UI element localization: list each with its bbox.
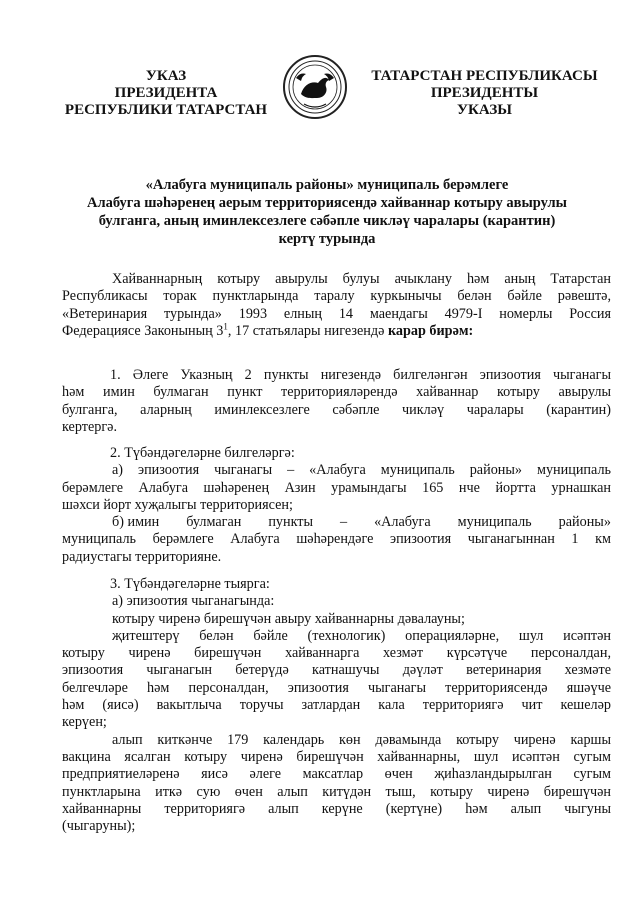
decree-phrase: карар бирәм: bbox=[387, 322, 474, 339]
title-line: булганга, аның иминлексезлеге сәбәпле чикләү чаралары (карантин) bbox=[98, 213, 556, 229]
item2b-first-line bbox=[62, 514, 611, 531]
preamble-line: Республикасы торак пунктларында таралу куркынычы белән бәйле рәвештә, bbox=[62, 288, 611, 305]
decree-title bbox=[52, 176, 602, 248]
item2b-line: муниципаль берәмлеге Алабуга шәһәрендәге эпизоотия чыганагыннан 1 км bbox=[62, 531, 611, 548]
item2b-word: булмаган bbox=[186, 514, 242, 531]
title-line: кертү турында bbox=[278, 231, 376, 247]
preamble bbox=[62, 271, 611, 340]
header-left-ru bbox=[62, 68, 270, 119]
title-line: Алабуга шәһәренең аерым территориясендә хайваннар котыру авырулы bbox=[87, 195, 567, 211]
header-left-line: УКАЗ bbox=[145, 68, 187, 84]
item2b-line: радиустагы территорияне. bbox=[62, 548, 222, 565]
item3a2-line: керүен; bbox=[62, 714, 107, 731]
item3a2-line: эпизоотия чыганагын бетерүдә катнашучы дәүләт ветеринария хезмәте bbox=[62, 662, 611, 679]
item3a3-line: вакцина ясалган котыру чиренә бирешүчән хайваннарны, шул исәптән сугым bbox=[62, 748, 611, 765]
item2b-word: муниципаль bbox=[457, 514, 532, 531]
item-2 bbox=[62, 445, 611, 566]
preamble-line: Хайваннарның котыру авырулы булуы ачыклану һәм аның Татарстан bbox=[112, 271, 611, 287]
item1-line: һәм имин булмаган пункт территорияләрендә хайваннар котыру авырулы bbox=[62, 384, 611, 401]
preamble-last-line bbox=[62, 323, 611, 340]
article-superscript: 1 bbox=[223, 321, 228, 332]
item3a-line: котыру чиренә бирешүчән авыру хайваннарны дәвалауны; bbox=[112, 610, 465, 627]
articles-text: , 17 статьялары нигезендә bbox=[227, 322, 388, 339]
header-left-line: ПРЕЗИДЕНТА bbox=[114, 85, 218, 101]
item2a-line: берәмлеге Алабуга шәһәренең Азин урамындагы 165 нче йортта урнашкан bbox=[62, 479, 611, 496]
header-left-line: РЕСПУБЛИКИ ТАТАРСТАН bbox=[64, 102, 268, 118]
title-line: «Алабуга муниципаль районы» муниципаль берәмлеге bbox=[145, 177, 509, 193]
item3a3-line: хайваннарны территориягә алып керүне (кертүне) һәм алып чыгуны bbox=[62, 800, 611, 817]
item3a2-line: һәм (яисә) вакытлыча торучы затлардан кала территориягә чит кешеләр bbox=[62, 697, 611, 714]
item3a3-line: алып киткәнче 179 календарь көн дәвамында котыру чиренә каршы bbox=[112, 731, 611, 748]
item1-line: кертергә. bbox=[62, 418, 117, 435]
item1-line: булганга, аларның иминлексезлеге сәбәпле чикләү чаралары (карантин) bbox=[62, 401, 611, 418]
item3a3-line: (чыгаруны); bbox=[62, 818, 136, 835]
item3a-heading: а) эпизоотия чыганагында: bbox=[112, 593, 275, 610]
item2-heading: 2. Түбәндәгеләрне билгеләргә: bbox=[110, 445, 295, 461]
header-right-line: ПРЕЗИДЕНТЫ bbox=[430, 85, 539, 101]
tatarstan-emblem-icon bbox=[282, 54, 348, 120]
item3a2-line: җитештерү белән бәйле (технологик) операцияләрне, шул исәптән bbox=[112, 627, 611, 644]
item3-heading: 3. Түбәндәгеләрне тыярга: bbox=[110, 576, 270, 592]
item3a3-line: предприятиеләренә яисә әлеге максатлар өчен җиһазландырылган сугым bbox=[62, 766, 611, 783]
law-reference: Федерациясе Законының 3 bbox=[62, 322, 224, 339]
item2a-line: шәхси йорт хуҗалыгы территориясен; bbox=[62, 496, 293, 513]
header-right-line: УКАЗЫ bbox=[457, 102, 512, 118]
preamble-line: «Ветеринария турында» 1993 елның 14 маендагы 4979-I номерлы Россия bbox=[62, 305, 611, 322]
header-right-tt bbox=[357, 68, 612, 119]
header-right-line: ТАТАРСТАН РЕСПУБЛИКАСЫ bbox=[371, 68, 598, 84]
item2b-word: б) имин bbox=[112, 514, 160, 531]
item2a-line: а) эпизоотия чыганагы – «Алабуга муниципаль районы» муниципаль bbox=[112, 462, 611, 479]
item3a2-line: белгечләре һәм персоналдан, эпизоотия чыганагы территориясендә яшәүче bbox=[62, 679, 611, 696]
item-3 bbox=[62, 576, 611, 835]
item2b-word: «Алабуга bbox=[374, 514, 431, 531]
item3a3-line: пунктларына иткә сую өчен алып китүдән тыш, котыру чиренә бирешүчән bbox=[62, 783, 611, 800]
item2b-word: районы» bbox=[558, 514, 611, 531]
item-1 bbox=[62, 367, 611, 436]
item1-line: 1. Әлеге Указның 2 пункты нигезендә билгеләнгән эпизоотия чыганагы bbox=[110, 367, 611, 383]
item3a2-line: котыру чиренә бирешүчән хайваннарга хезмәт күрсәтүче персоналдан, bbox=[62, 645, 611, 662]
item2b-word: – bbox=[340, 514, 348, 531]
item2b-word: пункты bbox=[268, 514, 314, 531]
